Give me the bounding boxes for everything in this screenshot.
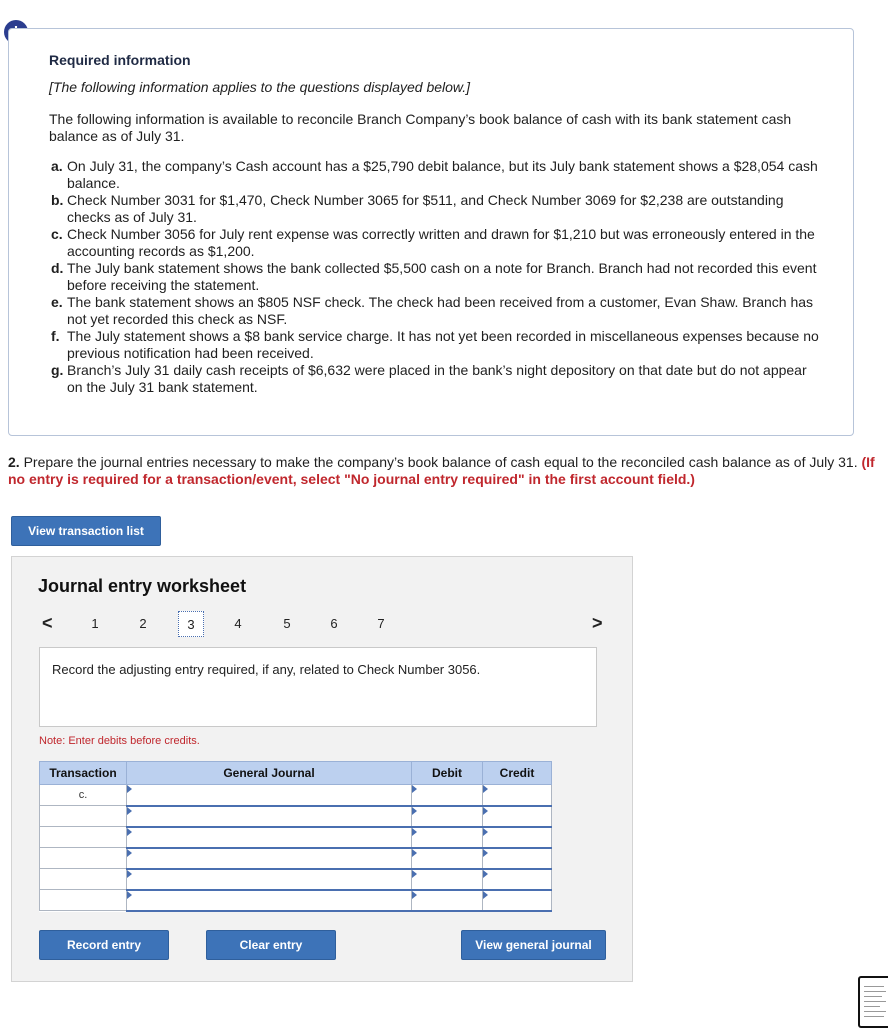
table-row <box>40 890 552 911</box>
question-body: Prepare the journal entries necessary to make the company’s book balance of cash equal to the reconciled cash balance as of July 31. <box>19 454 862 470</box>
debit-input[interactable] <box>412 806 483 827</box>
entry-prompt-box <box>39 647 597 727</box>
transaction-cell: c. <box>40 785 127 806</box>
credit-input[interactable] <box>483 890 552 911</box>
question-text <box>8 454 886 488</box>
worksheet-pager <box>12 609 634 639</box>
question-note: (If no entry is required for a transaction/event, select "No journal entry required" in the first account field.) <box>8 454 875 487</box>
debit-input[interactable] <box>412 848 483 869</box>
table-row <box>40 869 552 890</box>
credit-input[interactable] <box>483 848 552 869</box>
record-entry-button[interactable]: Record entry <box>39 930 169 960</box>
credit-input[interactable] <box>483 785 552 806</box>
info-intro: The following information is available to reconcile Branch Company’s book balance of cash with its bank statement cash balance as of July 31. <box>49 111 792 144</box>
transaction-cell <box>40 848 127 869</box>
transaction-cell <box>40 827 127 848</box>
chevron-left-icon[interactable]: < <box>42 613 53 633</box>
page-thumbnail[interactable] <box>858 976 888 1028</box>
credit-input[interactable] <box>483 806 552 827</box>
info-subtitle: [The following information applies to the questions displayed below.] <box>49 79 471 95</box>
entry-prompt: Record the adjusting entry required, if any, related to Check Number 3056. <box>52 662 481 677</box>
view-transaction-list-button[interactable]: View transaction list <box>11 516 161 546</box>
table-row <box>40 827 552 848</box>
transaction-cell <box>40 806 127 827</box>
page-tab-3[interactable]: 3 <box>178 611 204 637</box>
account-input[interactable] <box>127 869 412 890</box>
list-item: c. Check Number 3056 for July rent expense was correctly written and drawn for $1,210 but was erroneously entered in the accounting records as $1,200. <box>51 226 815 259</box>
account-input[interactable] <box>127 806 412 827</box>
page-tab-7[interactable]: 7 <box>377 616 385 631</box>
page-tab-4[interactable]: 4 <box>234 616 242 631</box>
info-title: Required information <box>49 52 191 68</box>
journal-table <box>39 761 552 912</box>
column-header-general-journal: General Journal <box>127 762 412 785</box>
debit-credit-note: Note: Enter debits before credits. <box>39 735 200 747</box>
debit-input[interactable] <box>412 785 483 806</box>
table-row <box>40 848 552 869</box>
credit-input[interactable] <box>483 869 552 890</box>
required-information-panel <box>8 28 854 436</box>
account-input[interactable] <box>127 827 412 848</box>
list-item: f. The July statement shows a $8 bank service charge. It has not yet been recorded in miscellaneous expenses because no previous notification had been received. <box>51 328 819 361</box>
page-tab-6[interactable]: 6 <box>330 616 338 631</box>
table-row <box>40 806 552 827</box>
account-input[interactable] <box>127 890 412 911</box>
list-item: g. Branch’s July 31 daily cash receipts of $6,632 were placed in the bank’s night depository on that date but do not appear on the July 31 bank statement. <box>51 362 807 395</box>
column-header-debit: Debit <box>412 762 483 785</box>
page-tab-2[interactable]: 2 <box>139 616 147 631</box>
page-tab-1[interactable]: 1 <box>91 616 99 631</box>
info-list <box>49 158 819 396</box>
question-number: 2. <box>8 454 20 470</box>
list-item: b. Check Number 3031 for $1,470, Check Number 3065 for $511, and Check Number 3069 for $2,238 are outstanding checks as of July 31. <box>51 192 784 225</box>
debit-input[interactable] <box>412 869 483 890</box>
chevron-right-icon[interactable]: > <box>592 613 603 633</box>
column-header-credit: Credit <box>483 762 552 785</box>
transaction-cell <box>40 869 127 890</box>
view-general-journal-button[interactable]: View general journal <box>461 930 606 960</box>
list-item: d. The July bank statement shows the bank collected $5,500 cash on a note for Branch. Branch had not recorded this event before receiving the statement. <box>51 260 817 293</box>
account-input[interactable] <box>127 785 412 806</box>
journal-entry-worksheet <box>11 556 633 982</box>
transaction-cell <box>40 890 127 911</box>
table-row <box>40 785 552 806</box>
account-input[interactable] <box>127 848 412 869</box>
worksheet-title: Journal entry worksheet <box>38 576 247 596</box>
credit-input[interactable] <box>483 827 552 848</box>
page-tab-5[interactable]: 5 <box>283 616 291 631</box>
list-item: e. The bank statement shows an $805 NSF check. The check had been received from a customer, Evan Shaw. Branch has not yet recorded this check as NSF. <box>51 294 814 327</box>
debit-input[interactable] <box>412 827 483 848</box>
debit-input[interactable] <box>412 890 483 911</box>
list-item: a. On July 31, the company’s Cash account has a $25,790 debit balance, but its July bank statement shows a $28,054 cash balance. <box>51 158 818 191</box>
column-header-transaction: Transaction <box>40 762 127 785</box>
clear-entry-button[interactable]: Clear entry <box>206 930 336 960</box>
